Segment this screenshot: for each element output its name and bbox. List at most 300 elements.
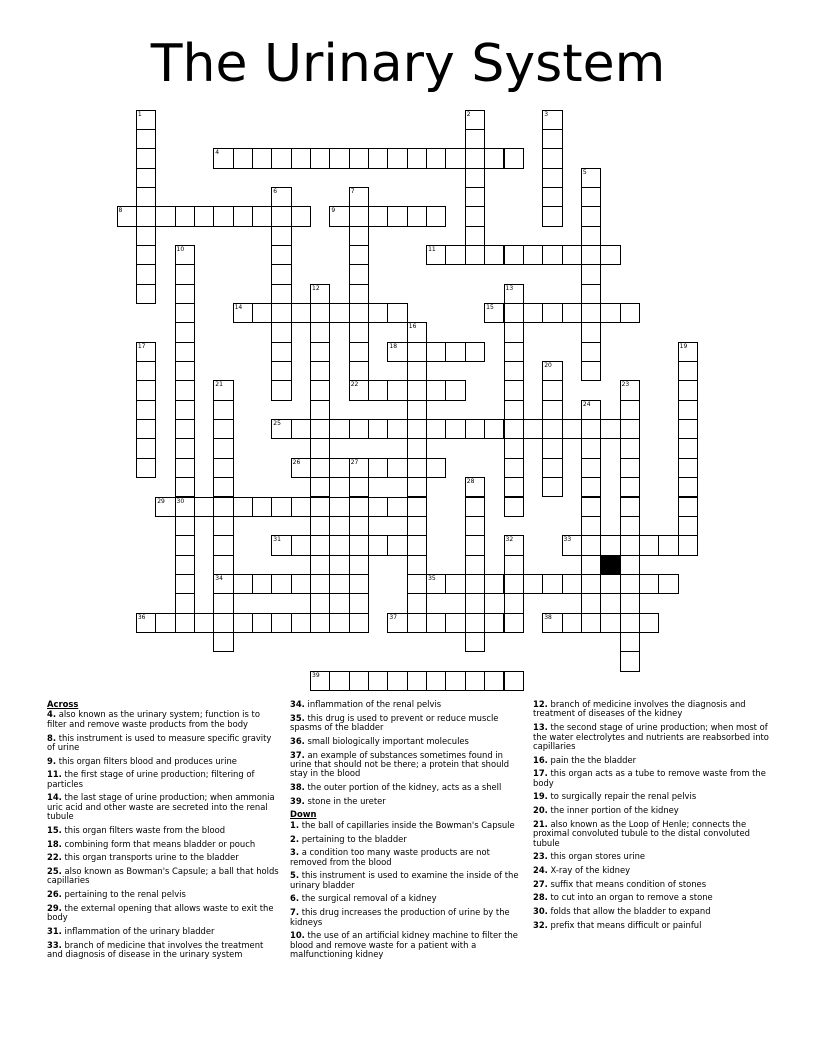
grid-cell[interactable] — [349, 148, 369, 168]
grid-cell[interactable] — [329, 671, 349, 691]
grid-cell[interactable] — [581, 400, 601, 420]
grid-cell[interactable] — [581, 555, 601, 575]
grid-cell[interactable] — [465, 206, 485, 226]
grid-cell[interactable] — [445, 245, 465, 265]
grid-cell[interactable] — [678, 380, 698, 400]
grid-cell[interactable] — [329, 574, 349, 594]
grid-cell[interactable] — [175, 574, 195, 594]
grid-cell[interactable] — [349, 226, 369, 246]
grid-cell[interactable] — [407, 361, 427, 381]
grid-cell[interactable] — [175, 438, 195, 458]
grid-cell[interactable] — [407, 574, 427, 594]
grid-cell[interactable] — [426, 613, 446, 633]
grid-cell[interactable] — [349, 613, 369, 633]
grid-cell[interactable] — [465, 574, 485, 594]
grid-cell[interactable] — [426, 458, 446, 478]
grid-cell[interactable] — [407, 342, 427, 362]
grid-cell[interactable] — [407, 555, 427, 575]
grid-cell[interactable] — [465, 477, 485, 497]
grid-cell[interactable] — [542, 419, 562, 439]
grid-cell[interactable] — [504, 361, 524, 381]
grid-cell[interactable] — [310, 516, 330, 536]
grid-cell[interactable] — [426, 245, 446, 265]
grid-cell[interactable] — [213, 477, 233, 497]
grid-cell[interactable] — [678, 400, 698, 420]
grid-cell[interactable] — [465, 187, 485, 207]
grid-cell[interactable] — [407, 593, 427, 613]
grid-cell[interactable] — [213, 574, 233, 594]
grid-cell[interactable] — [291, 574, 311, 594]
grid-cell[interactable] — [600, 535, 620, 555]
grid-cell[interactable] — [349, 342, 369, 362]
grid-cell[interactable] — [136, 110, 156, 130]
grid-cell[interactable] — [407, 206, 427, 226]
grid-cell[interactable] — [504, 593, 524, 613]
grid-cell[interactable] — [620, 303, 640, 323]
grid-cell[interactable] — [581, 342, 601, 362]
grid-cell[interactable] — [252, 613, 272, 633]
grid-cell[interactable] — [678, 458, 698, 478]
grid-cell[interactable] — [194, 613, 214, 633]
grid-cell[interactable] — [349, 303, 369, 323]
grid-cell[interactable] — [504, 380, 524, 400]
grid-cell[interactable] — [368, 206, 388, 226]
grid-cell[interactable] — [329, 535, 349, 555]
grid-cell[interactable] — [581, 458, 601, 478]
grid-cell[interactable] — [271, 574, 291, 594]
grid-cell[interactable] — [620, 438, 640, 458]
grid-cell[interactable] — [620, 574, 640, 594]
grid-cell[interactable] — [175, 206, 195, 226]
grid-cell[interactable] — [542, 110, 562, 130]
grid-cell[interactable] — [678, 516, 698, 536]
grid-cell[interactable] — [484, 419, 504, 439]
grid-cell[interactable] — [136, 458, 156, 478]
grid-cell[interactable] — [465, 516, 485, 536]
grid-cell[interactable] — [562, 303, 582, 323]
grid-cell[interactable] — [329, 458, 349, 478]
grid-cell[interactable] — [349, 361, 369, 381]
grid-cell[interactable] — [291, 458, 311, 478]
grid-cell[interactable] — [504, 148, 524, 168]
grid-cell[interactable] — [387, 613, 407, 633]
grid-cell[interactable] — [349, 458, 369, 478]
grid-cell[interactable] — [155, 206, 175, 226]
grid-cell[interactable] — [213, 535, 233, 555]
grid-cell[interactable] — [291, 148, 311, 168]
grid-cell[interactable] — [465, 168, 485, 188]
grid-cell[interactable] — [445, 671, 465, 691]
grid-cell[interactable] — [465, 342, 485, 362]
grid-cell[interactable] — [213, 458, 233, 478]
grid-cell[interactable] — [600, 419, 620, 439]
grid-cell[interactable] — [542, 574, 562, 594]
grid-cell[interactable] — [581, 516, 601, 536]
grid-cell[interactable] — [562, 245, 582, 265]
grid-cell[interactable] — [620, 516, 640, 536]
grid-cell[interactable] — [213, 632, 233, 652]
grid-cell[interactable] — [368, 497, 388, 517]
grid-cell[interactable] — [504, 438, 524, 458]
grid-cell[interactable] — [484, 613, 504, 633]
grid-cell[interactable] — [542, 400, 562, 420]
grid-cell[interactable] — [639, 535, 659, 555]
grid-cell[interactable] — [329, 303, 349, 323]
grid-cell[interactable] — [504, 458, 524, 478]
grid-cell[interactable] — [117, 206, 137, 226]
grid-cell[interactable] — [213, 419, 233, 439]
grid-cell[interactable] — [581, 613, 601, 633]
grid-cell[interactable] — [310, 148, 330, 168]
grid-cell[interactable] — [542, 245, 562, 265]
grid-cell[interactable] — [658, 535, 678, 555]
grid-cell[interactable] — [136, 187, 156, 207]
grid-cell[interactable] — [310, 458, 330, 478]
grid-cell[interactable] — [387, 671, 407, 691]
grid-cell[interactable] — [504, 613, 524, 633]
grid-cell[interactable] — [271, 613, 291, 633]
grid-cell[interactable] — [310, 284, 330, 304]
grid-cell[interactable] — [136, 129, 156, 149]
grid-cell[interactable] — [426, 574, 446, 594]
grid-cell[interactable] — [581, 187, 601, 207]
grid-cell[interactable] — [407, 516, 427, 536]
grid-cell[interactable] — [542, 187, 562, 207]
grid-cell[interactable] — [213, 206, 233, 226]
grid-cell[interactable] — [504, 303, 524, 323]
grid-cell[interactable] — [581, 361, 601, 381]
grid-cell[interactable] — [562, 574, 582, 594]
grid-cell[interactable] — [252, 497, 272, 517]
grid-cell[interactable] — [252, 303, 272, 323]
grid-cell[interactable] — [368, 458, 388, 478]
grid-cell[interactable] — [213, 593, 233, 613]
grid-cell[interactable] — [175, 245, 195, 265]
grid-cell[interactable] — [213, 380, 233, 400]
grid-cell[interactable] — [329, 206, 349, 226]
grid-cell[interactable] — [310, 593, 330, 613]
grid-cell[interactable] — [620, 613, 640, 633]
grid-cell[interactable] — [349, 555, 369, 575]
grid-cell[interactable] — [387, 206, 407, 226]
grid-cell[interactable] — [252, 574, 272, 594]
grid-cell[interactable] — [291, 497, 311, 517]
grid-cell[interactable] — [542, 148, 562, 168]
grid-cell[interactable] — [484, 245, 504, 265]
grid-cell[interactable] — [600, 613, 620, 633]
grid-cell[interactable] — [465, 129, 485, 149]
grid-cell[interactable] — [465, 148, 485, 168]
grid-cell[interactable] — [387, 380, 407, 400]
grid-cell[interactable] — [349, 497, 369, 517]
grid-cell[interactable] — [639, 574, 659, 594]
grid-cell[interactable] — [291, 613, 311, 633]
grid-cell[interactable] — [155, 497, 175, 517]
grid-cell[interactable] — [600, 574, 620, 594]
grid-cell[interactable] — [329, 148, 349, 168]
grid-cell[interactable] — [581, 477, 601, 497]
grid-cell[interactable] — [213, 613, 233, 633]
grid-cell[interactable] — [310, 535, 330, 555]
grid-cell[interactable] — [310, 303, 330, 323]
grid-cell[interactable] — [213, 400, 233, 420]
grid-cell[interactable] — [484, 574, 504, 594]
grid-cell[interactable] — [387, 535, 407, 555]
grid-cell[interactable] — [504, 284, 524, 304]
grid-cell[interactable] — [426, 671, 446, 691]
grid-cell[interactable] — [620, 380, 640, 400]
grid-cell[interactable] — [504, 245, 524, 265]
grid-cell[interactable] — [310, 438, 330, 458]
grid-cell[interactable] — [310, 380, 330, 400]
grid-cell[interactable] — [175, 284, 195, 304]
grid-cell[interactable] — [310, 419, 330, 439]
grid-cell[interactable] — [407, 613, 427, 633]
grid-cell[interactable] — [349, 593, 369, 613]
grid-cell[interactable] — [678, 342, 698, 362]
grid-cell[interactable] — [136, 613, 156, 633]
grid-cell[interactable] — [581, 264, 601, 284]
grid-cell[interactable] — [678, 535, 698, 555]
grid-cell[interactable] — [445, 419, 465, 439]
grid-cell[interactable] — [620, 555, 640, 575]
grid-cell[interactable] — [175, 380, 195, 400]
grid-cell[interactable] — [310, 555, 330, 575]
grid-cell[interactable] — [329, 419, 349, 439]
grid-cell[interactable] — [271, 245, 291, 265]
grid-cell[interactable] — [252, 148, 272, 168]
grid-cell[interactable] — [465, 497, 485, 517]
grid-cell[interactable] — [542, 361, 562, 381]
grid-cell[interactable] — [523, 574, 543, 594]
grid-cell[interactable] — [504, 535, 524, 555]
grid-cell[interactable] — [562, 613, 582, 633]
grid-cell[interactable] — [542, 168, 562, 188]
grid-cell[interactable] — [175, 458, 195, 478]
grid-cell[interactable] — [407, 535, 427, 555]
grid-cell[interactable] — [445, 342, 465, 362]
grid-cell[interactable] — [504, 555, 524, 575]
grid-cell[interactable] — [310, 613, 330, 633]
grid-cell[interactable] — [349, 206, 369, 226]
grid-cell[interactable] — [620, 419, 640, 439]
grid-cell[interactable] — [465, 671, 485, 691]
grid-cell[interactable] — [407, 419, 427, 439]
grid-cell[interactable] — [329, 497, 349, 517]
grid-cell[interactable] — [620, 651, 640, 671]
grid-cell[interactable] — [465, 632, 485, 652]
grid-cell[interactable] — [542, 303, 562, 323]
grid-cell[interactable] — [271, 380, 291, 400]
grid-cell[interactable] — [136, 206, 156, 226]
grid-cell[interactable] — [504, 671, 524, 691]
grid-cell[interactable] — [349, 245, 369, 265]
grid-cell[interactable] — [523, 303, 543, 323]
grid-cell[interactable] — [542, 438, 562, 458]
grid-cell[interactable] — [368, 419, 388, 439]
grid-cell[interactable] — [310, 671, 330, 691]
grid-cell[interactable] — [291, 206, 311, 226]
grid-cell[interactable] — [291, 419, 311, 439]
grid-cell[interactable] — [368, 535, 388, 555]
grid-cell[interactable] — [136, 284, 156, 304]
grid-cell[interactable] — [271, 187, 291, 207]
grid-cell[interactable] — [271, 264, 291, 284]
grid-cell[interactable] — [426, 419, 446, 439]
grid-cell[interactable] — [310, 322, 330, 342]
grid-cell[interactable] — [407, 497, 427, 517]
grid-cell[interactable] — [136, 264, 156, 284]
grid-cell[interactable] — [581, 245, 601, 265]
grid-cell[interactable] — [136, 400, 156, 420]
grid-cell[interactable] — [542, 458, 562, 478]
grid-cell[interactable] — [504, 419, 524, 439]
grid-cell[interactable] — [581, 574, 601, 594]
grid-cell[interactable] — [271, 535, 291, 555]
grid-cell[interactable] — [136, 168, 156, 188]
grid-cell[interactable] — [213, 516, 233, 536]
grid-cell[interactable] — [581, 168, 601, 188]
grid-cell[interactable] — [271, 419, 291, 439]
grid-cell[interactable] — [175, 555, 195, 575]
grid-cell[interactable] — [368, 671, 388, 691]
grid-cell[interactable] — [233, 613, 253, 633]
grid-cell[interactable] — [445, 380, 465, 400]
grid-cell[interactable] — [271, 322, 291, 342]
grid-cell[interactable] — [639, 613, 659, 633]
grid-cell[interactable] — [504, 574, 524, 594]
grid-cell[interactable] — [465, 226, 485, 246]
grid-cell[interactable] — [465, 555, 485, 575]
grid-cell[interactable] — [465, 419, 485, 439]
grid-cell[interactable] — [213, 555, 233, 575]
grid-cell[interactable] — [407, 322, 427, 342]
grid-cell[interactable] — [194, 206, 214, 226]
grid-cell[interactable] — [175, 497, 195, 517]
grid-cell[interactable] — [484, 303, 504, 323]
grid-cell[interactable] — [252, 206, 272, 226]
grid-cell[interactable] — [620, 497, 640, 517]
grid-cell[interactable] — [136, 226, 156, 246]
grid-cell[interactable] — [658, 574, 678, 594]
grid-cell[interactable] — [426, 206, 446, 226]
grid-cell[interactable] — [175, 593, 195, 613]
grid-cell[interactable] — [349, 380, 369, 400]
grid-cell[interactable] — [523, 419, 543, 439]
grid-cell[interactable] — [620, 632, 640, 652]
grid-cell[interactable] — [484, 671, 504, 691]
grid-cell[interactable] — [291, 535, 311, 555]
grid-cell[interactable] — [445, 613, 465, 633]
grid-cell[interactable] — [175, 322, 195, 342]
grid-cell[interactable] — [465, 110, 485, 130]
grid-cell[interactable] — [445, 574, 465, 594]
grid-cell[interactable] — [678, 497, 698, 517]
grid-cell[interactable] — [136, 380, 156, 400]
grid-cell[interactable] — [175, 419, 195, 439]
grid-cell[interactable] — [562, 419, 582, 439]
grid-cell[interactable] — [581, 206, 601, 226]
grid-cell[interactable] — [581, 284, 601, 304]
grid-cell[interactable] — [678, 361, 698, 381]
grid-cell[interactable] — [465, 245, 485, 265]
grid-cell[interactable] — [175, 342, 195, 362]
grid-cell[interactable] — [136, 438, 156, 458]
grid-cell[interactable] — [620, 400, 640, 420]
grid-cell[interactable] — [175, 613, 195, 633]
grid-cell[interactable] — [504, 497, 524, 517]
grid-cell[interactable] — [620, 477, 640, 497]
grid-cell[interactable] — [136, 361, 156, 381]
grid-cell[interactable] — [310, 342, 330, 362]
grid-cell[interactable] — [407, 148, 427, 168]
grid-cell[interactable] — [407, 671, 427, 691]
grid-cell[interactable] — [136, 419, 156, 439]
grid-cell[interactable] — [136, 148, 156, 168]
grid-cell[interactable] — [175, 516, 195, 536]
grid-cell[interactable] — [349, 574, 369, 594]
grid-cell[interactable] — [194, 497, 214, 517]
grid-cell[interactable] — [349, 516, 369, 536]
grid-cell[interactable] — [407, 438, 427, 458]
grid-cell[interactable] — [620, 458, 640, 478]
grid-cell[interactable] — [271, 284, 291, 304]
grid-cell[interactable] — [233, 303, 253, 323]
grid-cell[interactable] — [175, 264, 195, 284]
grid-cell[interactable] — [581, 497, 601, 517]
grid-cell[interactable] — [387, 497, 407, 517]
grid-cell[interactable] — [581, 535, 601, 555]
grid-cell[interactable] — [271, 226, 291, 246]
grid-cell[interactable] — [426, 342, 446, 362]
grid-cell[interactable] — [175, 400, 195, 420]
grid-cell[interactable] — [581, 303, 601, 323]
grid-cell[interactable] — [581, 593, 601, 613]
grid-cell[interactable] — [349, 187, 369, 207]
grid-cell[interactable] — [542, 129, 562, 149]
grid-cell[interactable] — [542, 206, 562, 226]
grid-cell[interactable] — [581, 322, 601, 342]
grid-cell[interactable] — [213, 438, 233, 458]
grid-cell[interactable] — [349, 477, 369, 497]
grid-cell[interactable] — [426, 148, 446, 168]
grid-cell[interactable] — [523, 245, 543, 265]
grid-cell[interactable] — [504, 400, 524, 420]
grid-cell[interactable] — [349, 284, 369, 304]
grid-cell[interactable] — [349, 419, 369, 439]
grid-cell[interactable] — [271, 361, 291, 381]
grid-cell[interactable] — [542, 380, 562, 400]
grid-cell[interactable] — [387, 419, 407, 439]
grid-cell[interactable] — [407, 458, 427, 478]
grid-cell[interactable] — [136, 245, 156, 265]
grid-cell[interactable] — [233, 206, 253, 226]
grid-cell[interactable] — [407, 477, 427, 497]
grid-cell[interactable] — [387, 148, 407, 168]
grid-cell[interactable] — [310, 477, 330, 497]
grid-cell[interactable] — [678, 419, 698, 439]
grid-cell[interactable] — [271, 497, 291, 517]
grid-cell[interactable] — [407, 400, 427, 420]
grid-cell[interactable] — [600, 245, 620, 265]
grid-cell[interactable] — [136, 342, 156, 362]
grid-cell[interactable] — [407, 380, 427, 400]
grid-cell[interactable] — [175, 303, 195, 323]
grid-cell[interactable] — [504, 342, 524, 362]
grid-cell[interactable] — [581, 438, 601, 458]
grid-cell[interactable] — [329, 613, 349, 633]
grid-cell[interactable] — [291, 303, 311, 323]
